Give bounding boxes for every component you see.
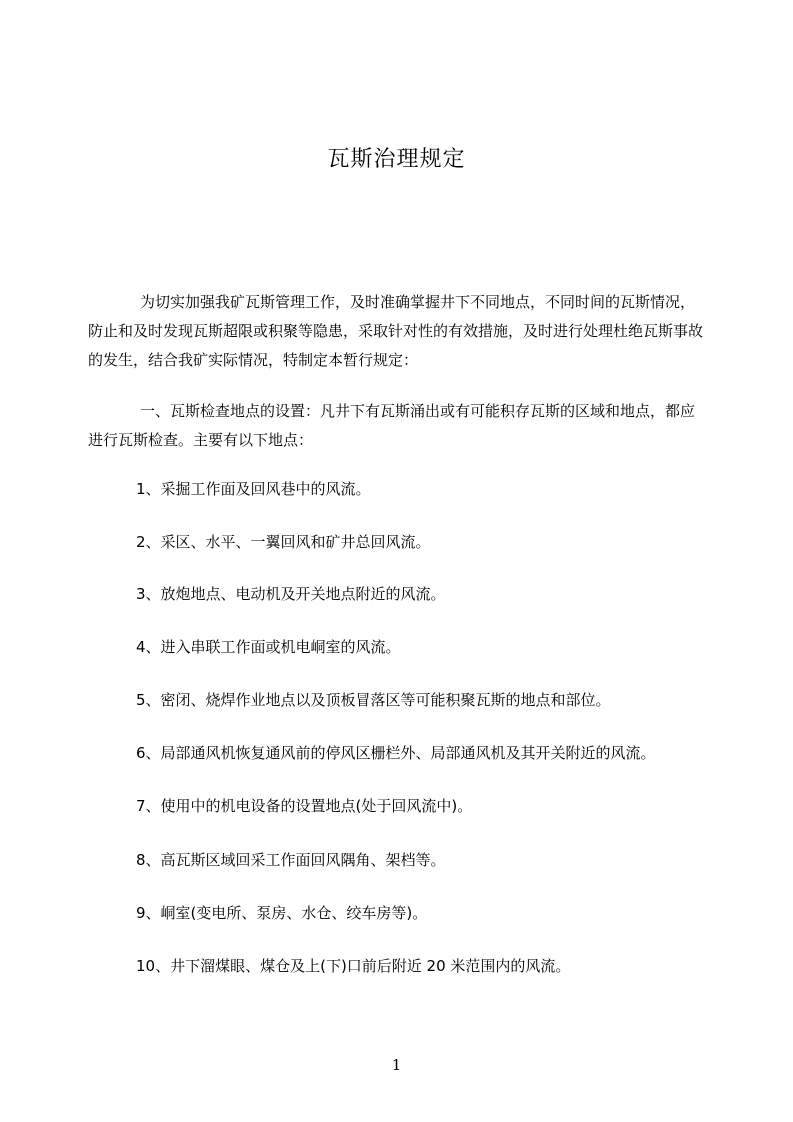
list-item: 1、采掘工作面及回风巷中的风流。: [136, 480, 371, 498]
list-item: 5、密闭、烧焊作业地点以及顶板冒落区等可能积聚瓦斯的地点和部位。: [136, 691, 611, 709]
list-item: 7、使用中的机电设备的设置地点(处于回风流中)。: [136, 797, 473, 815]
list-item: 10、井下溜煤眼、煤仓及上(下)口前后附近 20 米范围内的风流。: [136, 957, 571, 975]
list-item: 8、高瓦斯区域回采工作面回风隅角、架档等。: [136, 851, 446, 869]
page-number: 1: [391, 1056, 402, 1074]
list-item: 6、局部通风机恢复通风前的停风区栅栏外、局部通风机及其开关附近的风流。: [136, 744, 656, 762]
intro-paragraph: 为切实加强我矿瓦斯管理工作，及时准确掌握井下不同地点，不同时间的瓦斯情况，防止和及时发现瓦斯超限或积聚等隐患，采取针对性的有效措施，及时进行处理杜绝瓦斯事故的发生，结合我矿实际情况，特制定本暂行规定：: [88, 293, 704, 369]
section-1-paragraph: 一、瓦斯检查地点的设置：凡井下有瓦斯涌出或有可能积存瓦斯的区域和地点，都应进行瓦斯检查。主要有以下地点：: [88, 402, 696, 449]
list-item: 4、进入串联工作面或机电峒室的风流。: [136, 638, 401, 656]
list-item: 3、放炮地点、电动机及开关地点附近的风流。: [136, 585, 446, 603]
list-item: 2、采区、水平、一翼回风和矿井总回风流。: [136, 533, 431, 551]
document-title: 瓦斯治理规定: [327, 147, 466, 172]
list-item: 9、峒室(变电所、泵房、水仓、绞车房等)。: [136, 904, 428, 922]
